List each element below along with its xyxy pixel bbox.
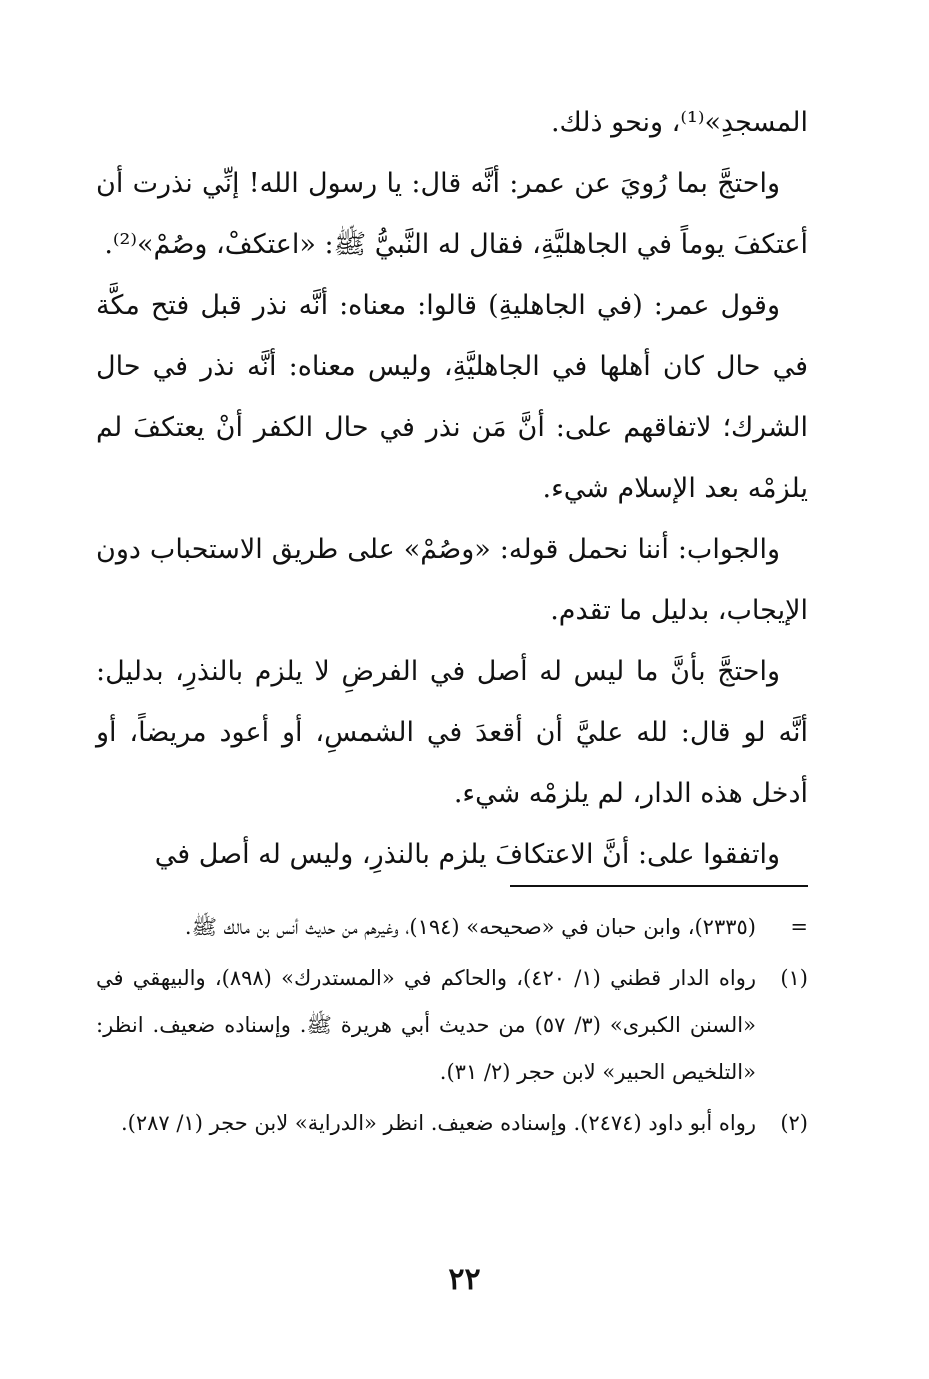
footnote-marker: (١) <box>780 966 808 990</box>
footnotes-section <box>96 904 808 1151</box>
footnote-1 <box>96 955 808 1096</box>
footnote-text: رواه الدار قطني (١/ ٤٢٠)، والحاكم في «المستدرك» (٨٩٨)، والبيهقي في «السنن الكبرى» (٣/ ٥٧) من حديث أبي هريرة ﷺ. وإسناده ضعيف. انظر: «التلخيص الحبير» لابن حجر (٢/ ٣١). <box>96 966 756 1084</box>
footnote-marker: (٢) <box>780 1111 808 1135</box>
footnote-continuation <box>96 904 808 951</box>
paragraph: واتفقوا على: أنَّ الاعتكافَ يلزم بالنذرِ، وليس له أصل في <box>154 839 780 870</box>
footnote-text: رواه أبو داود (٢٤٧٤). وإسناده ضعيف. انظر «الدراية» لابن حجر (١/ ٢٨٧). <box>120 1111 756 1135</box>
footnote-2 <box>96 1100 808 1147</box>
footnote-marker: = <box>790 915 808 939</box>
page-number: ٢٢ <box>448 1262 481 1297</box>
footnote-divider <box>510 885 808 887</box>
footnote-text: (٢٣٣٥)، وابن حبان في «صحيحه» (١٩٤)، وغيرهم من حديث أنس بن مالك ﷺ. <box>184 915 756 939</box>
main-text-body <box>96 92 808 885</box>
paragraph: والجواب: أننا نحمل قوله: «وصُمْ» على طريق الاستحباب دون الإيجاب، بدليل ما تقدم. <box>96 534 808 626</box>
paragraph: واحتجَّ بما رُويَ عن عمر: أنَّه قال: يا رسول الله! إنِّي نذرت أن أعتكفَ يوماً في الجاهليَّةِ، فقال له النَّبيُّ ﷺ: «اعتكفْ، وصُمْ»⁽²⁾. <box>96 168 808 260</box>
paragraph: واحتجَّ بأنَّ ما ليس له أصل في الفرضِ لا يلزم بالنذرِ، بدليل: أنَّه لو قال: لله عليَّ أن أقعدَ في الشمسِ، أو أعود مريضاً، أو أدخل هذه الدار، لم يلزمْه شيء. <box>96 656 808 809</box>
paragraph: وقول عمر: (في الجاهليةِ) قالوا: معناه: أنَّه نذر قبل فتح مكَّة في حال كان أهلها في الجاهليَّةِ، وليس معناه: أنَّه نذر في حال الشرك؛ لاتفاقهم على: أنَّ مَن نذر في حال الكفر أنْ يعتكفَ لم يلزمْه بعد الإسلام شيء. <box>96 290 808 504</box>
paragraph-continuation: المسجدِ»⁽¹⁾، ونحو ذلك. <box>550 107 808 138</box>
